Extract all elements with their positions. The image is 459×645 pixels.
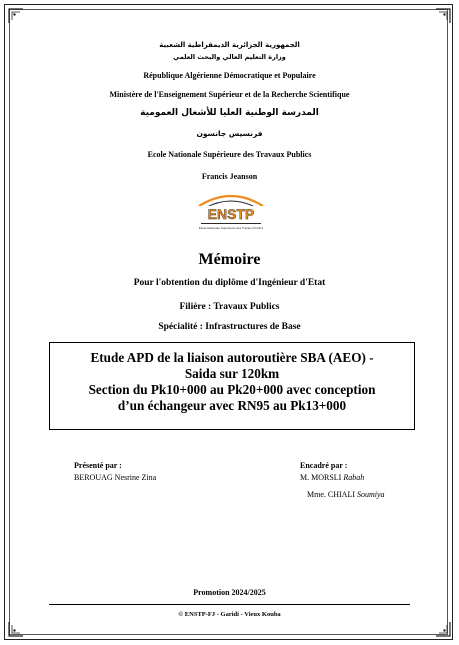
footer-divider — [49, 604, 410, 605]
supervisor-1-first-name: Rabah — [343, 473, 365, 482]
school-name: Ecole Nationale Supérieure des Travaux Publics — [147, 150, 312, 159]
topic-line: d’un échangeur avec RN95 au Pk13+000 — [117, 398, 347, 413]
supervisor-1-name: M. MORSLI — [300, 473, 342, 482]
supervisor-2 — [307, 490, 385, 499]
document-purpose: Pour l'obtention du diplôme d'Ingénieur d'Etat — [133, 278, 326, 288]
promotion-year: Promotion 2024/2025 — [193, 588, 266, 597]
school-eponym: Francis Jeanson — [201, 172, 258, 181]
student-name: BEROUAG Nesrine Zina — [74, 473, 157, 482]
supervisor-2-name: Mme. CHIALI — [307, 490, 355, 499]
topic-line: Saida sur 120km — [184, 366, 280, 381]
supervised-by-label: Encadré par : — [300, 461, 348, 470]
logo-wordmark: ENSTP — [207, 206, 255, 222]
corner-ornament-bottom-left — [8, 621, 24, 637]
topic-line: Section du Pk10+000 au Pk20+000 avec conception — [88, 382, 376, 397]
ministry-name: Ministère de l'Enseignement Supérieur et de la Recherche Scientifique — [109, 90, 350, 99]
document-title: Mémoire — [198, 251, 261, 268]
corner-ornament-top-right — [435, 8, 451, 24]
supervisor-1 — [300, 473, 364, 482]
corner-ornament-top-left — [8, 8, 24, 24]
footer-copyright: © ENSTP-FJ - Garidi - Vieux Kouba — [178, 611, 281, 618]
filiere-line: Filière : Travaux Publics — [179, 302, 280, 312]
thesis-topic-box — [49, 342, 415, 430]
specialite-line: Spécialité : Infrastructures de Base — [158, 322, 301, 332]
corner-ornament-bottom-right — [435, 621, 451, 637]
topic-line: Etude APD de la liaison autoroutière SBA (AEO) - — [90, 350, 374, 365]
arabic-school-eponym: فرنسيس جانسون — [196, 129, 263, 138]
arabic-school-name: المدرسة الوطنية العليا للأشغال العمومية — [140, 108, 319, 118]
enstp-logo — [193, 192, 269, 234]
logo-caption: École Nationale Supérieure des Travaux Publics — [198, 226, 264, 230]
arabic-ministry-name: وزارة التعليم العالي والبحث العلمي — [173, 53, 286, 61]
supervisor-2-first-name: Soumiya — [357, 490, 385, 499]
republic-name: République Algérienne Démocratique et Populaire — [143, 71, 316, 80]
arabic-republic-name: الجمهورية الجزائرية الديمقراطية الشعبية — [159, 41, 300, 49]
presented-by-label: Présenté par : — [74, 461, 122, 470]
